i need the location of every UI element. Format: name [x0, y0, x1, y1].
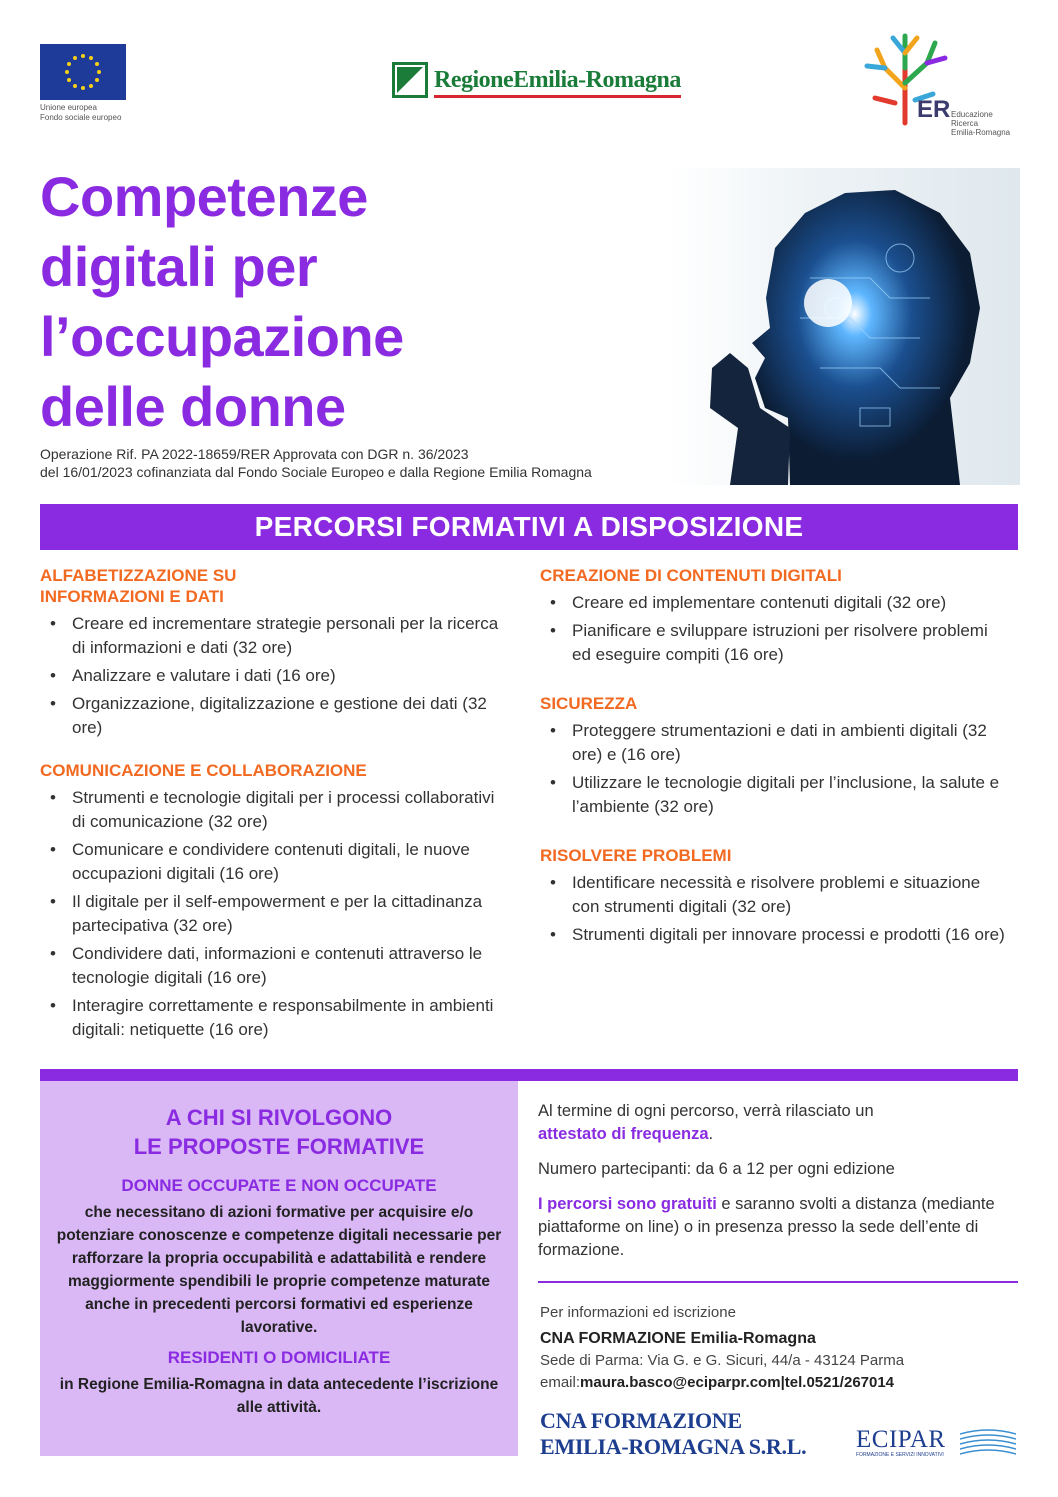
reference-line: Operazione Rif. PA 2022-18659/RER Approvata con DGR n. 36/2023 — [40, 446, 469, 462]
course-section — [540, 845, 1010, 947]
list-item: • Strumenti digitali per innovare processi e prodotti (16 ore) — [540, 923, 1010, 947]
course-section — [540, 565, 1010, 667]
hero-image — [670, 168, 1020, 485]
list-item: • Creare ed incrementare strategie personali per la ricerca di informazioni e dati (32 ore) — [40, 612, 510, 660]
course-list — [540, 719, 1010, 819]
contact-block — [540, 1302, 1020, 1394]
courses-banner: PERCORSI FORMATIVI A DISPOSIZIONE — [40, 504, 1018, 550]
contact-org: CNA FORMAZIONE Emilia-Romagna — [540, 1330, 816, 1347]
section-title: CREAZIONE DI CONTENUTI DIGITALI — [540, 566, 842, 585]
title-line: digitali per — [40, 235, 318, 298]
cna-logo-line: EMILIA-ROMAGNA S.R.L. — [540, 1434, 807, 1459]
list-item: • Interagire correttamente e responsabilmente in ambienti digitali: netiquette (16 ore) — [40, 994, 510, 1042]
list-item: • Il digitale per il self-empowerment e per la cittadinanza partecipativa (32 ore) — [40, 890, 510, 938]
course-list — [40, 612, 510, 740]
certificate-highlight: attestato di frequenza — [538, 1125, 709, 1143]
list-item: • Comunicare e condividere contenuti digitali, le nuove occupazioni digitali (16 ore) — [40, 838, 510, 886]
contact-address: Sede di Parma: Via G. e G. Sicuri, 44/a - 43124 Parma — [540, 1352, 905, 1369]
list-item: • Pianificare e sviluppare istruzioni per risolvere problemi ed eseguire compiti (16 ore) — [540, 619, 1010, 667]
list-item: • Identificare necessità e risolvere problemi e situazione con strumenti digitali (32 ore) — [540, 871, 1010, 919]
target-subheading: RESIDENTI O DOMICILIATE — [167, 1348, 391, 1367]
contact-line — [540, 1372, 1020, 1394]
title-line: Competenze — [40, 165, 368, 228]
contact-separator: | — [780, 1374, 785, 1391]
course-list — [540, 871, 1010, 947]
participants-info: Numero partecipanti: da 6 a 12 per ogni edizione — [538, 1160, 895, 1178]
cna-formazione-logo — [540, 1408, 806, 1460]
list-item: • Strumenti e tecnologie digitali per i processi collaborativi di comunicazione (32 ore) — [40, 786, 510, 834]
eu-flag-icon — [40, 44, 126, 100]
certificate-info — [538, 1100, 1018, 1146]
list-item: • Utilizzare le tecnologie digitali per l’inclusione, la salute e l’ambiente (32 ore) — [540, 771, 1010, 819]
list-item: • Condividere dati, informazioni e contenuti attraverso le tecnologie digitali (16 ore) — [40, 942, 510, 990]
free-courses-info — [538, 1193, 1018, 1262]
courses-left-column — [40, 565, 510, 1062]
contact-intro: Per informazioni ed iscrizione — [540, 1304, 736, 1321]
course-section — [40, 565, 510, 740]
target-heading — [54, 1103, 504, 1161]
target-heading-line: A CHI SI RIVOLGONO — [165, 1105, 393, 1130]
target-subheading: DONNE OCCUPATE E NON OCCUPATE — [121, 1176, 437, 1195]
er-caption-line: Emilia-Romagna — [951, 128, 1011, 137]
wave-icon — [960, 1426, 1016, 1460]
eu-logo — [40, 44, 128, 123]
regione-emilia-romagna-logo — [392, 62, 681, 98]
section-divider-bar — [40, 1069, 1018, 1081]
email-label: email: — [540, 1374, 581, 1391]
eu-caption — [40, 103, 128, 123]
er-logo — [855, 28, 1015, 137]
operation-reference — [40, 445, 592, 481]
region-logo-text: RegioneEmilia-Romagna — [434, 66, 681, 93]
list-item: • Proteggere strumentazioni e dati in ambienti digitali (32 ore) e (16 ore) — [540, 719, 1010, 767]
cna-logo-line: CNA FORMAZIONE — [540, 1408, 742, 1433]
section-title: COMUNICAZIONE E COLLABORAZIONE — [40, 761, 367, 780]
section-title: ALFABETIZZAZIONE SU INFORMAZIONI E DATI — [40, 566, 237, 606]
course-list — [40, 786, 510, 1042]
course-list — [540, 591, 1010, 667]
section-title: SICUREZZA — [540, 694, 638, 713]
info-text: e saranno svolti a distanza (mediante piattaforme on line) o in presenza presso la sede dell’ente di formazione. — [538, 1195, 995, 1259]
title-line: delle donne — [40, 375, 346, 438]
target-audience-box — [40, 1081, 518, 1456]
phone-link[interactable]: tel.0521/267014 — [784, 1374, 895, 1391]
info-text: . — [708, 1125, 714, 1143]
course-section — [40, 760, 510, 1042]
list-item: • Creare ed implementare contenuti digitali (32 ore) — [540, 591, 1010, 615]
reference-line: del 16/01/2023 cofinanziata dal Fondo Sociale Europeo e dalla Regione Emilia Romagna — [40, 464, 592, 480]
er-caption-line: Educazione — [951, 110, 993, 119]
free-highlight: I percorsi sono gratuiti — [538, 1195, 717, 1213]
er-letters: ER — [917, 96, 951, 123]
er-caption-line: Ricerca — [951, 119, 979, 128]
er-caption — [951, 110, 1010, 137]
ecipar-name: ECIPAR — [856, 1426, 946, 1453]
eu-caption-line: Unione europea — [40, 103, 97, 112]
info-text: Al termine di ogni percorso, verrà rilasciato un — [538, 1102, 874, 1120]
course-section — [540, 693, 1010, 819]
target-description: che necessitano di azioni formative per acquisire e/o potenziare conoscenze e competenze digitali necessarie per rafforzare la propria occupabilità e adattabilità e rendere maggiormente spendibili le proprie competenze maturate anche in precedenti percorsi formativi ed esperienze lavorative. — [56, 1204, 502, 1336]
email-link[interactable]: maura.basco@eciparpr.com — [580, 1374, 781, 1391]
region-mark-icon — [392, 62, 428, 98]
eu-caption-line: Fondo sociale europeo — [40, 113, 122, 122]
list-item: • Organizzazione, digitalizzazione e gestione dei dati (32 ore) — [40, 692, 510, 740]
course-info — [538, 1100, 1018, 1274]
section-title: RISOLVERE PROBLEMI — [540, 846, 732, 865]
ecipar-tagline: FORMAZIONE E SERVIZI INNOVATIVI — [856, 1452, 944, 1458]
title-line: l’occupazione — [40, 305, 404, 368]
info-divider — [538, 1281, 1018, 1283]
courses-right-column — [540, 565, 1010, 967]
list-item: • Analizzare e valutare i dati (16 ore) — [40, 664, 510, 688]
ecipar-logo — [856, 1426, 1016, 1462]
page-title — [40, 162, 404, 442]
target-description: in Regione Emilia-Romagna in data antecedente l’iscrizione alle attività. — [59, 1376, 499, 1416]
target-heading-line: LE PROPOSTE FORMATIVE — [133, 1134, 425, 1159]
